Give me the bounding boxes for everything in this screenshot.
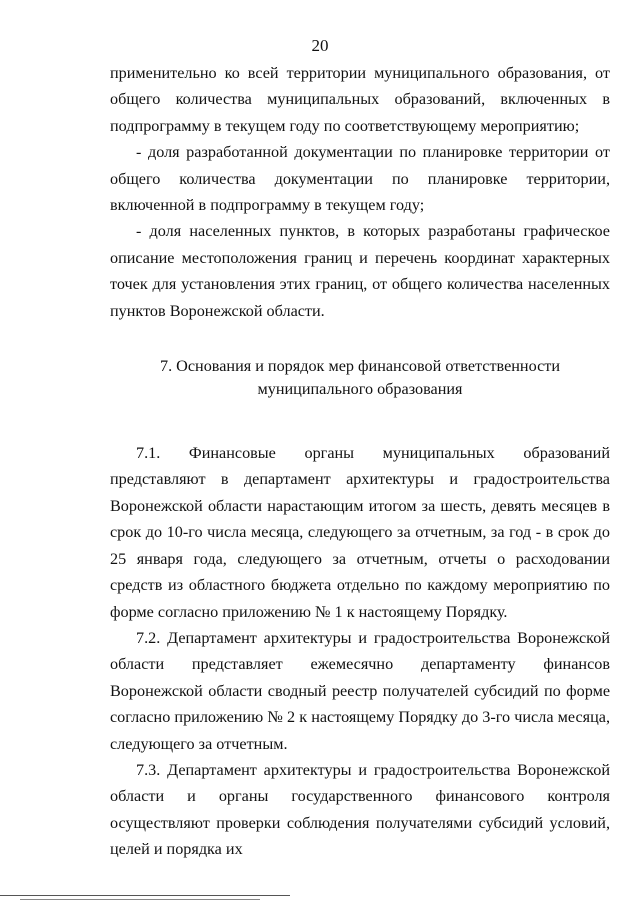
list-item-planning-documentation-share: - доля разработанной документации по планировке территории от общего количества документации по планировке территории, включенной в подпрограмму в текущем году; xyxy=(110,143,610,215)
document-body xyxy=(110,60,610,863)
section-heading xyxy=(110,355,610,401)
page-number: 20 xyxy=(311,36,329,55)
list-item-settlements-share: - доля населенных пунктов, в которых разработаны графическое описание местоположения границ и перечень координат характерных точек для установления этих границ, от общего количества населенных пунктов Воронежской области. xyxy=(110,222,610,320)
footer-divider xyxy=(0,895,290,896)
footer-divider-secondary xyxy=(20,899,260,900)
paragraph-continuation: применительно ко всей территории муниципального образования, от общего количества муниципальных образований, включенных в подпрограмму в текущем году по соответствующему мероприятию; xyxy=(110,64,610,135)
clause-7-2: 7.2. Департамент архитектуры и градостроительства Воронежской области представляет ежемесячно департаменту финансов Воронежской области сводный реестр получателей субсидий по форме согласно приложению № 2 к настоящему Порядку до 3-го числа месяца, следующего за отчетным. xyxy=(110,628,610,753)
clause-7-1: 7.1. Финансовые органы муниципальных образований представляют в департамент архитектуры и градостроительства Воронежской области нарастающим итогом за шесть, девять месяцев в срок до 10-го числа месяца, следующего за отчетным, за год - в срок до 25 января года, следующего за отчетным, отчеты о расходовании средств из областного бюджета отдельно по каждому мероприятию по форме согласно приложению № 1 к настоящему Порядку. xyxy=(110,444,610,621)
section-spacer xyxy=(110,401,610,440)
section-heading-line-2: муниципального образования xyxy=(257,380,463,399)
section-heading-line-1: 7. Основания и порядок мер финансовой ответственности xyxy=(159,357,561,376)
clause-7-3: 7.3. Департамент архитектуры и градостроительства Воронежской области и органы государственного финансового контроля осуществляют проверки соблюдения получателями субсидий условий, целей и порядка их xyxy=(110,760,610,859)
